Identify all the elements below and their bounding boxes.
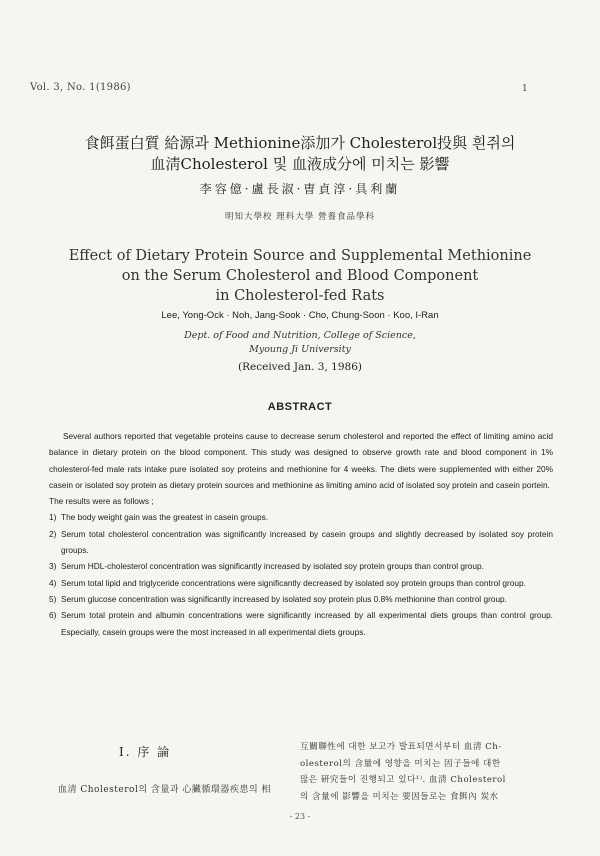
journal-volume: Vol. 3, No. 1(1986) [30,82,131,93]
body-line: 互關聯性에 대한 보고가 발표되면서부터 血淸 Ch- [300,742,502,752]
result-number: 4) [49,577,57,588]
section-heading-introduction: Ⅰ. 序 論 [119,745,172,759]
abstract-results-lead: The results were as follows ; [49,496,154,507]
korean-affiliation: 明知大學校 理科大學 營養食品學科 [225,212,375,222]
english-title-line-1: Effect of Dietary Protein Source and Supplemental Methionine [68,248,532,264]
english-title-line-2: on the Serum Cholesterol and Blood Component [121,268,479,284]
result-number: 3) [49,561,57,572]
result-item [49,558,553,574]
result-number: 6) [49,610,57,621]
result-item [49,591,553,607]
result-item [49,607,553,640]
english-university: Myoung Ji University [249,344,351,355]
page-marker: 1 [522,84,528,94]
result-item [49,526,553,559]
received-date: (Received Jan. 3, 1986) [238,361,362,373]
body-line: 의 含量에 影響을 미치는 要因들로는 食餌內 炭水 [300,791,499,802]
body-left-column: 血淸 Cholesterol의 含量과 心臟循環器疾患의 相 [58,785,271,795]
page-number: - 23 - [289,812,311,821]
result-text: Serum total protein and albumin concentrations were significantly increased by all experimental diets groups than control group. Especially, casein groups were the most increased in all experimental diets groups. [61,610,553,637]
korean-title-line-1: 食餌蛋白質 給源과 Methionine添加가 Cholesterol投與 흰쥐의 [84,134,516,152]
abstract-body [49,428,553,640]
body-right-column [300,739,545,805]
korean-authors: 李容億·盧長淑·曺貞淳·具利蘭 [199,182,401,196]
result-number: 5) [49,593,57,604]
english-department: Dept. of Food and Nutrition, College of Science, [184,330,416,341]
abstract-intro: Several authors reported that vegetable proteins cause to decrease serum cholesterol and reported the effect of limiting amino acid balance in dietary protein on the blood component. This study was designed to observe growth rate and blood component in 1% cholesterol-fed male rats intake pure isolated soy proteins and methionine for 4 weeks. The diets were supplemented with either 20% casein or isolated soy protein as dietary protein sources and methionine as limiting amino acid of isolated soy protein and casein portein. [49,431,553,490]
abstract-heading: ABSTRACT [267,401,333,413]
english-title-line-3: in Cholesterol-fed Rats [215,288,385,304]
result-text: Serum total lipid and triglyceride concentrations were significantly decreased by isolated soy protein groups than control group. [61,577,526,588]
result-text: Serum glucose concentration was significantly increased by isolated soy protein plus 0.8% methionine than control group. [61,593,507,604]
body-line: olesterol의 含量에 영향을 미치는 因子들에 대한 [300,758,501,769]
result-item [49,509,553,525]
result-number: 1) [49,512,57,523]
body-line: 많은 硏究들이 진행되고 있다¹⁾. 血淸 Cholesterol [300,775,506,785]
result-text: Serum total cholesterol concentration was significantly increased by casein groups and slightly decreased by isolated soy protein groups. [61,528,553,556]
result-text: Serum HDL-cholesterol concentration was significantly increased by isolated soy protein groups than control group. [61,561,484,572]
english-authors: Lee, Yong-Ock · Noh, Jang-Sook · Cho, Chung-Soon · Koo, I-Ran [161,310,439,321]
korean-title-line-2: 血淸Cholesterol 및 血液成分에 미치는 影響 [150,155,450,173]
result-item [49,575,553,591]
result-number: 2) [49,528,57,539]
result-text: The body weight gain was the greatest in casein groups. [61,512,269,523]
